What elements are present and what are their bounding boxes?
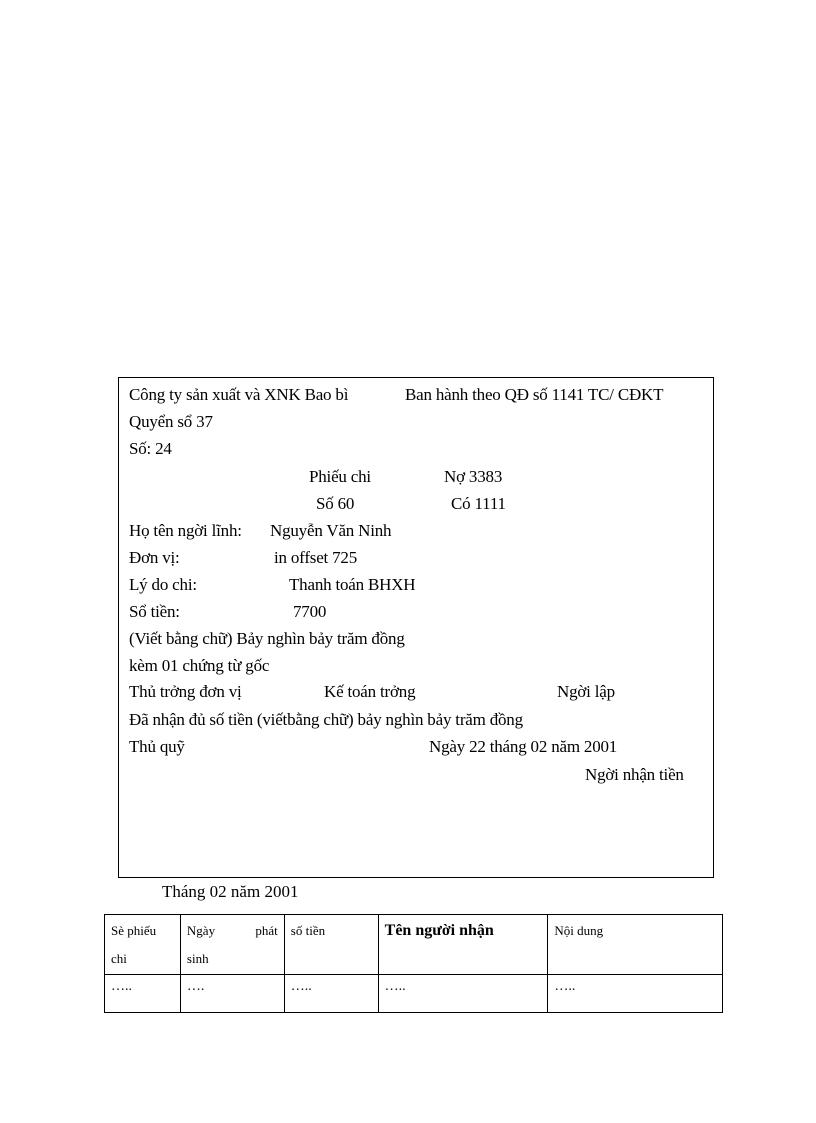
signature-receiver: Ngời nhận tiền	[585, 765, 684, 784]
header-voucher-no-line2: chi	[111, 951, 127, 966]
signature-preparer: Ngời lập	[557, 682, 615, 701]
header-date-word2: phát	[255, 923, 278, 938]
attachments: kèm 01 chứng từ gốc	[129, 656, 270, 675]
book-number: Quyển sổ 37	[129, 412, 213, 431]
cell-content: …..	[548, 975, 723, 1013]
unit-value: in offset 725	[274, 548, 358, 567]
reason-value: Thanh toán BHXH	[289, 575, 416, 594]
credit-account: Có 1111	[451, 494, 506, 513]
signature-cashier: Thủ quỹ	[129, 737, 185, 756]
ledger-header-row	[105, 915, 723, 975]
signature-chief-accountant: Kế toán trởng	[324, 682, 416, 701]
recipient-label: Họ tên ngời lĩnh:	[129, 521, 242, 540]
voucher-date: Ngày 22 tháng 02 năm 2001	[429, 737, 618, 756]
header-amount: số tiền	[284, 915, 378, 975]
voucher-title: Phiếu chi	[309, 467, 371, 486]
serial-number: Số 60	[316, 494, 355, 513]
signature-unit-head: Thủ trởng đơn vị	[129, 682, 242, 701]
amount-value: 7700	[293, 602, 327, 621]
ledger-caption: Tháng 02 năm 2001	[162, 882, 299, 901]
recipient-value: Nguyễn Văn Ninh	[270, 521, 392, 540]
header-date-line1	[187, 917, 278, 945]
header-recipient: Tên người nhận	[378, 915, 548, 975]
cell-voucher-no: …..	[105, 975, 181, 1013]
header-date-word1: Ngày	[186, 923, 216, 938]
amount-in-words: (Viết bằng chữ) Bảy nghìn bảy trăm đồng	[129, 629, 405, 648]
header-date	[180, 915, 284, 975]
issued-by: Ban hành theo QĐ số 1141 TC/ CĐKT	[405, 385, 664, 404]
reason-label: Lý do chi:	[129, 575, 197, 594]
header-date-line2: sinh	[186, 951, 209, 966]
payment-voucher-frame	[118, 377, 714, 878]
cell-recipient: …..	[378, 975, 548, 1013]
cell-date: ….	[180, 975, 284, 1013]
cell-amount: …..	[284, 975, 378, 1013]
company-name: Công ty sản xuất và XNK Bao bì	[129, 385, 349, 404]
debit-account: Nợ 3383	[444, 467, 503, 486]
voucher-number: Số: 24	[129, 439, 172, 458]
unit-label: Đơn vị:	[129, 548, 180, 567]
payment-ledger-table	[104, 914, 723, 1013]
header-voucher-no-line1: Sè phiếu	[111, 923, 157, 938]
received-full-amount: Đã nhận đủ số tiền (viếtbằng chữ) bảy nghìn bảy trăm đồng	[129, 710, 523, 729]
amount-label: Sổ tiền:	[129, 602, 180, 621]
table-row	[105, 975, 723, 1013]
header-voucher-no	[105, 915, 181, 975]
header-content: Nội dung	[548, 915, 723, 975]
